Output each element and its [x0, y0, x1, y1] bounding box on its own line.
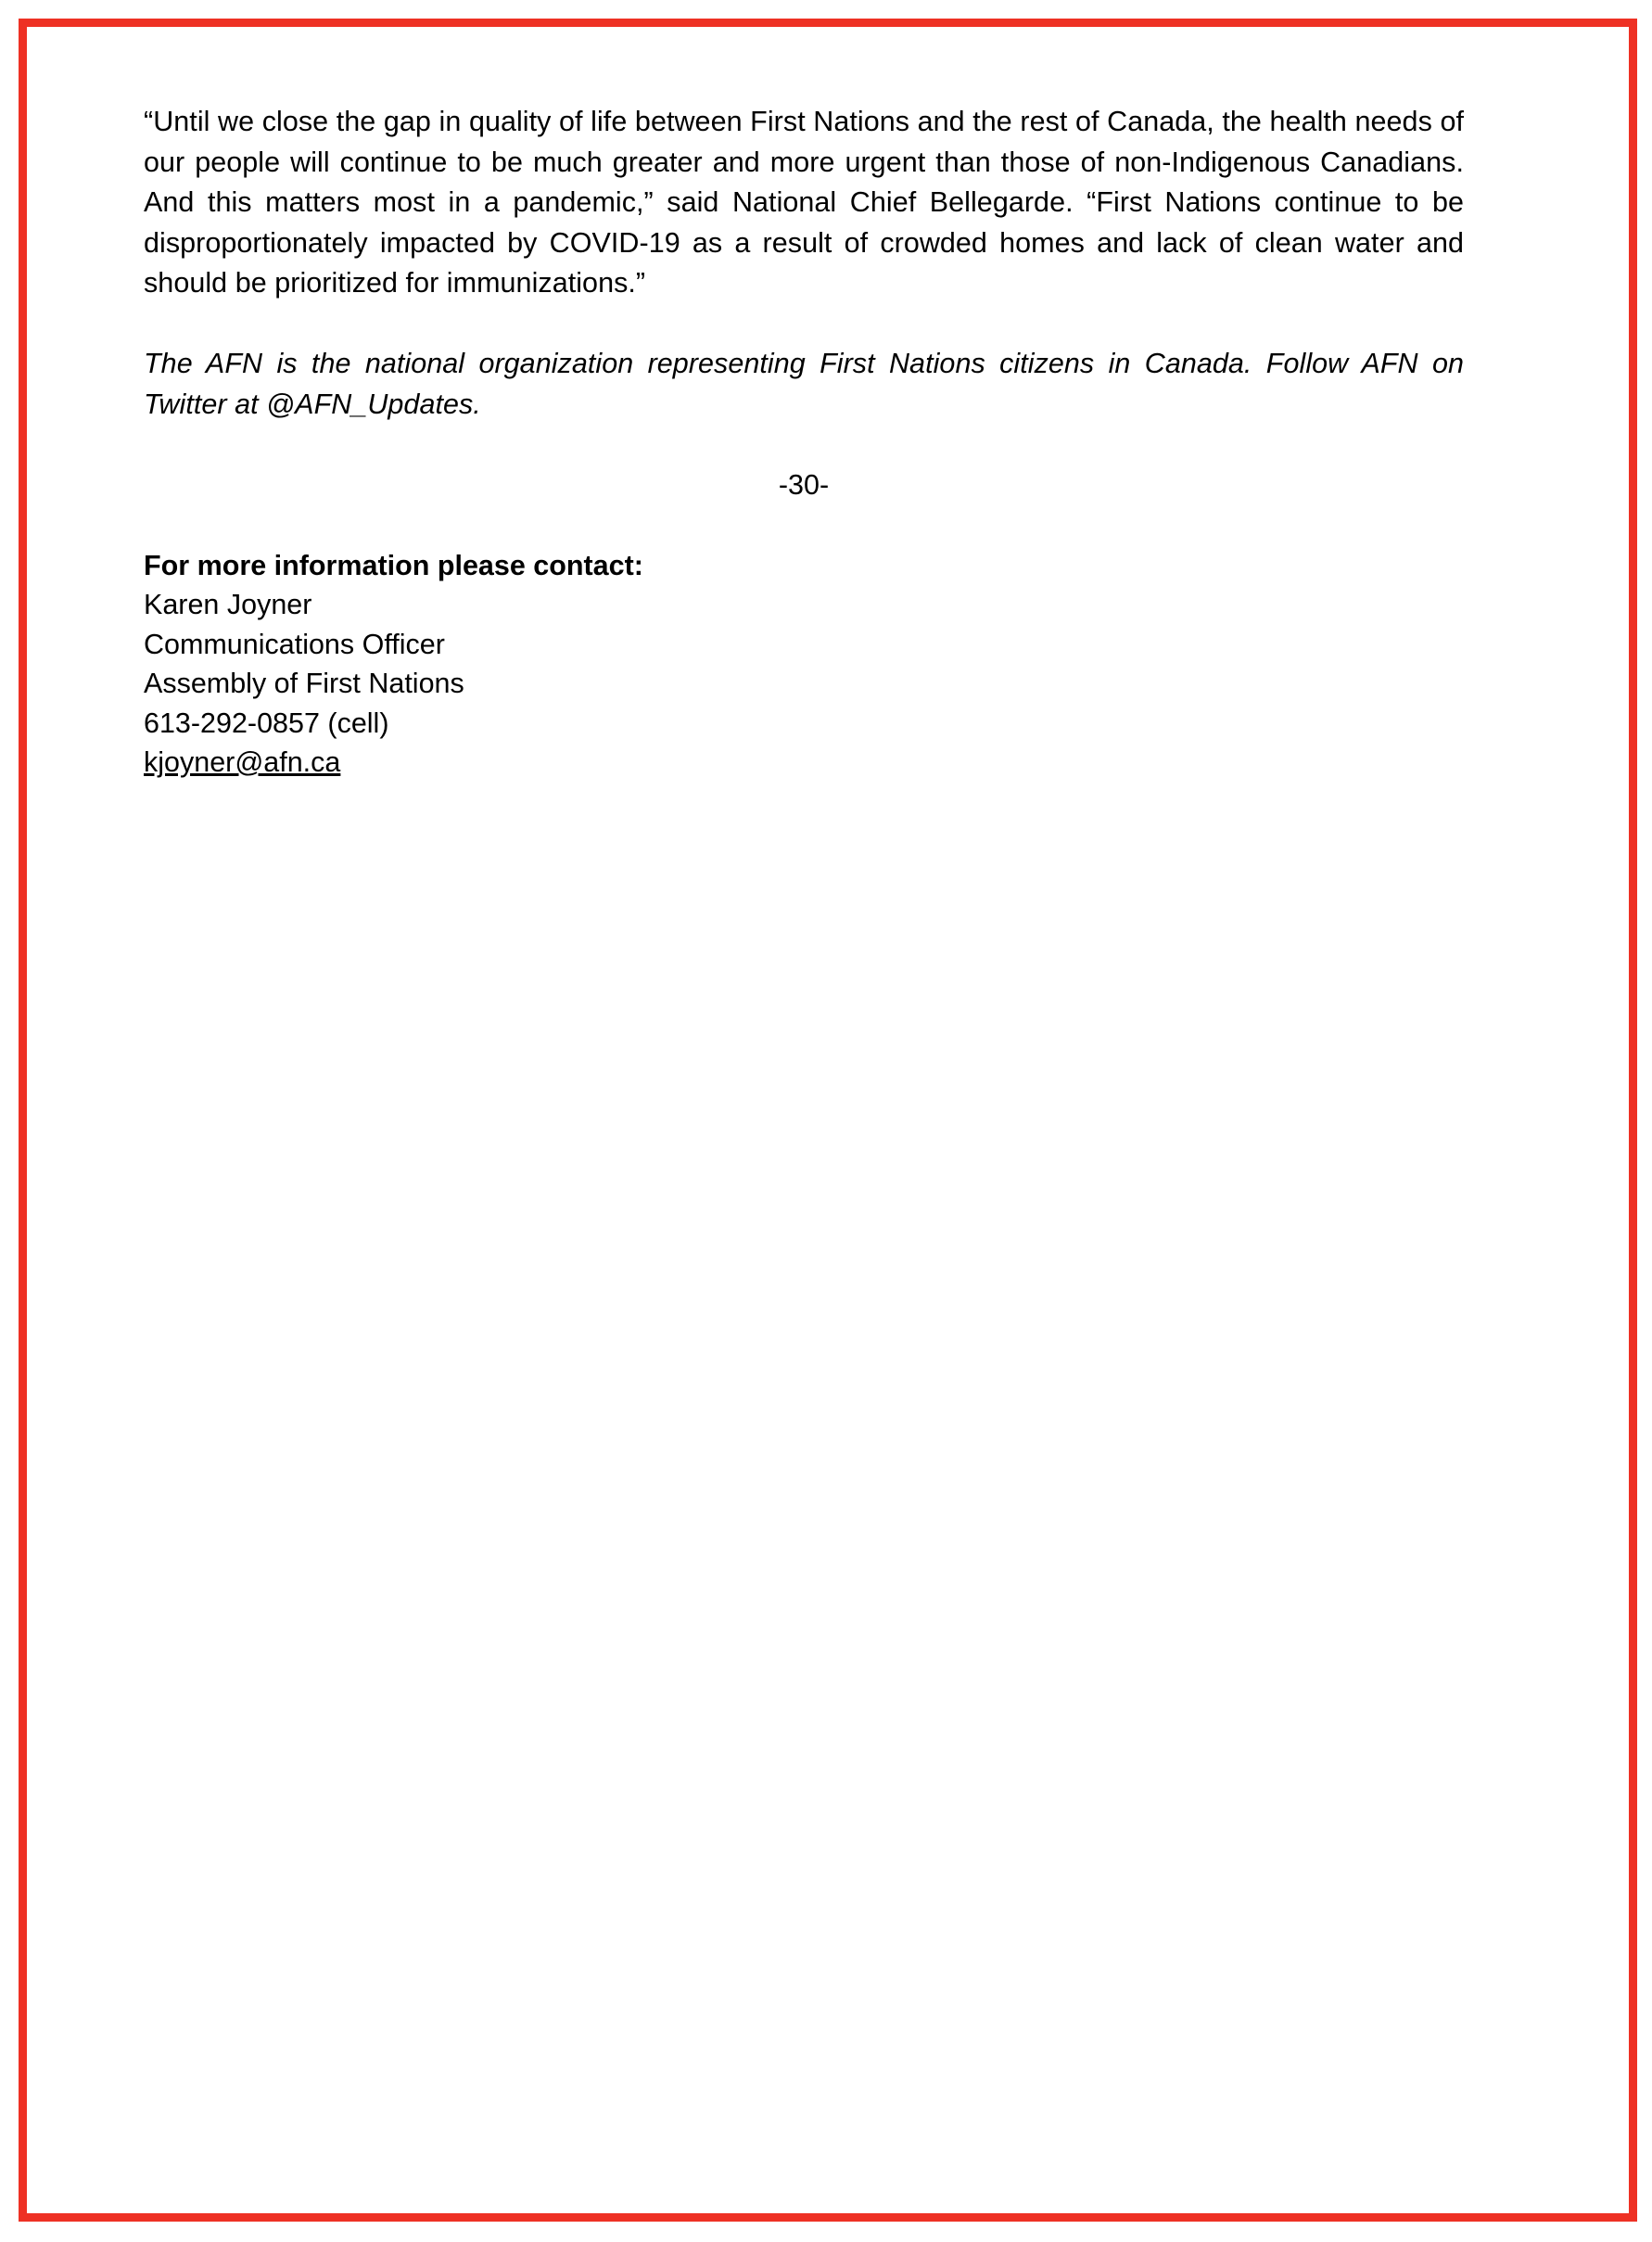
- contact-block: [144, 546, 1464, 783]
- contact-phone: 613-292-0857 (cell): [144, 707, 389, 739]
- paragraph-spacer: [144, 304, 1464, 345]
- contact-name: Karen Joyner: [144, 589, 312, 620]
- end-marker: -30-: [778, 468, 830, 501]
- contact-email-line: [144, 743, 1464, 783]
- document-content: [144, 102, 1464, 783]
- paragraph-spacer-2: [144, 425, 1464, 465]
- paragraph-spacer-3: [144, 505, 1464, 546]
- contact-title: Communications Officer: [144, 628, 445, 660]
- contact-heading: For more information please contact:: [144, 549, 643, 581]
- contact-email-link[interactable]: kjoyner@afn.ca: [144, 746, 341, 778]
- contact-organization: Assembly of First Nations: [144, 668, 464, 699]
- boilerplate-paragraph: The AFN is the national organization representing First Nations citizens in Canada. Follow AFN on Twitter at @AFN_Updates.: [144, 348, 1464, 420]
- quote-paragraph: “Until we close the gap in quality of life between First Nations and the rest of Canada, the health needs of our people will continue to be much greater and more urgent than those of non-Indigenous Canadians. And this matters most in a pandemic,” said National Chief Bellegarde. “First Nations continue to be disproportionately impacted by COVID-19 as a result of crowded homes and lack of clean water and should be prioritized for immunizations.”: [144, 106, 1464, 299]
